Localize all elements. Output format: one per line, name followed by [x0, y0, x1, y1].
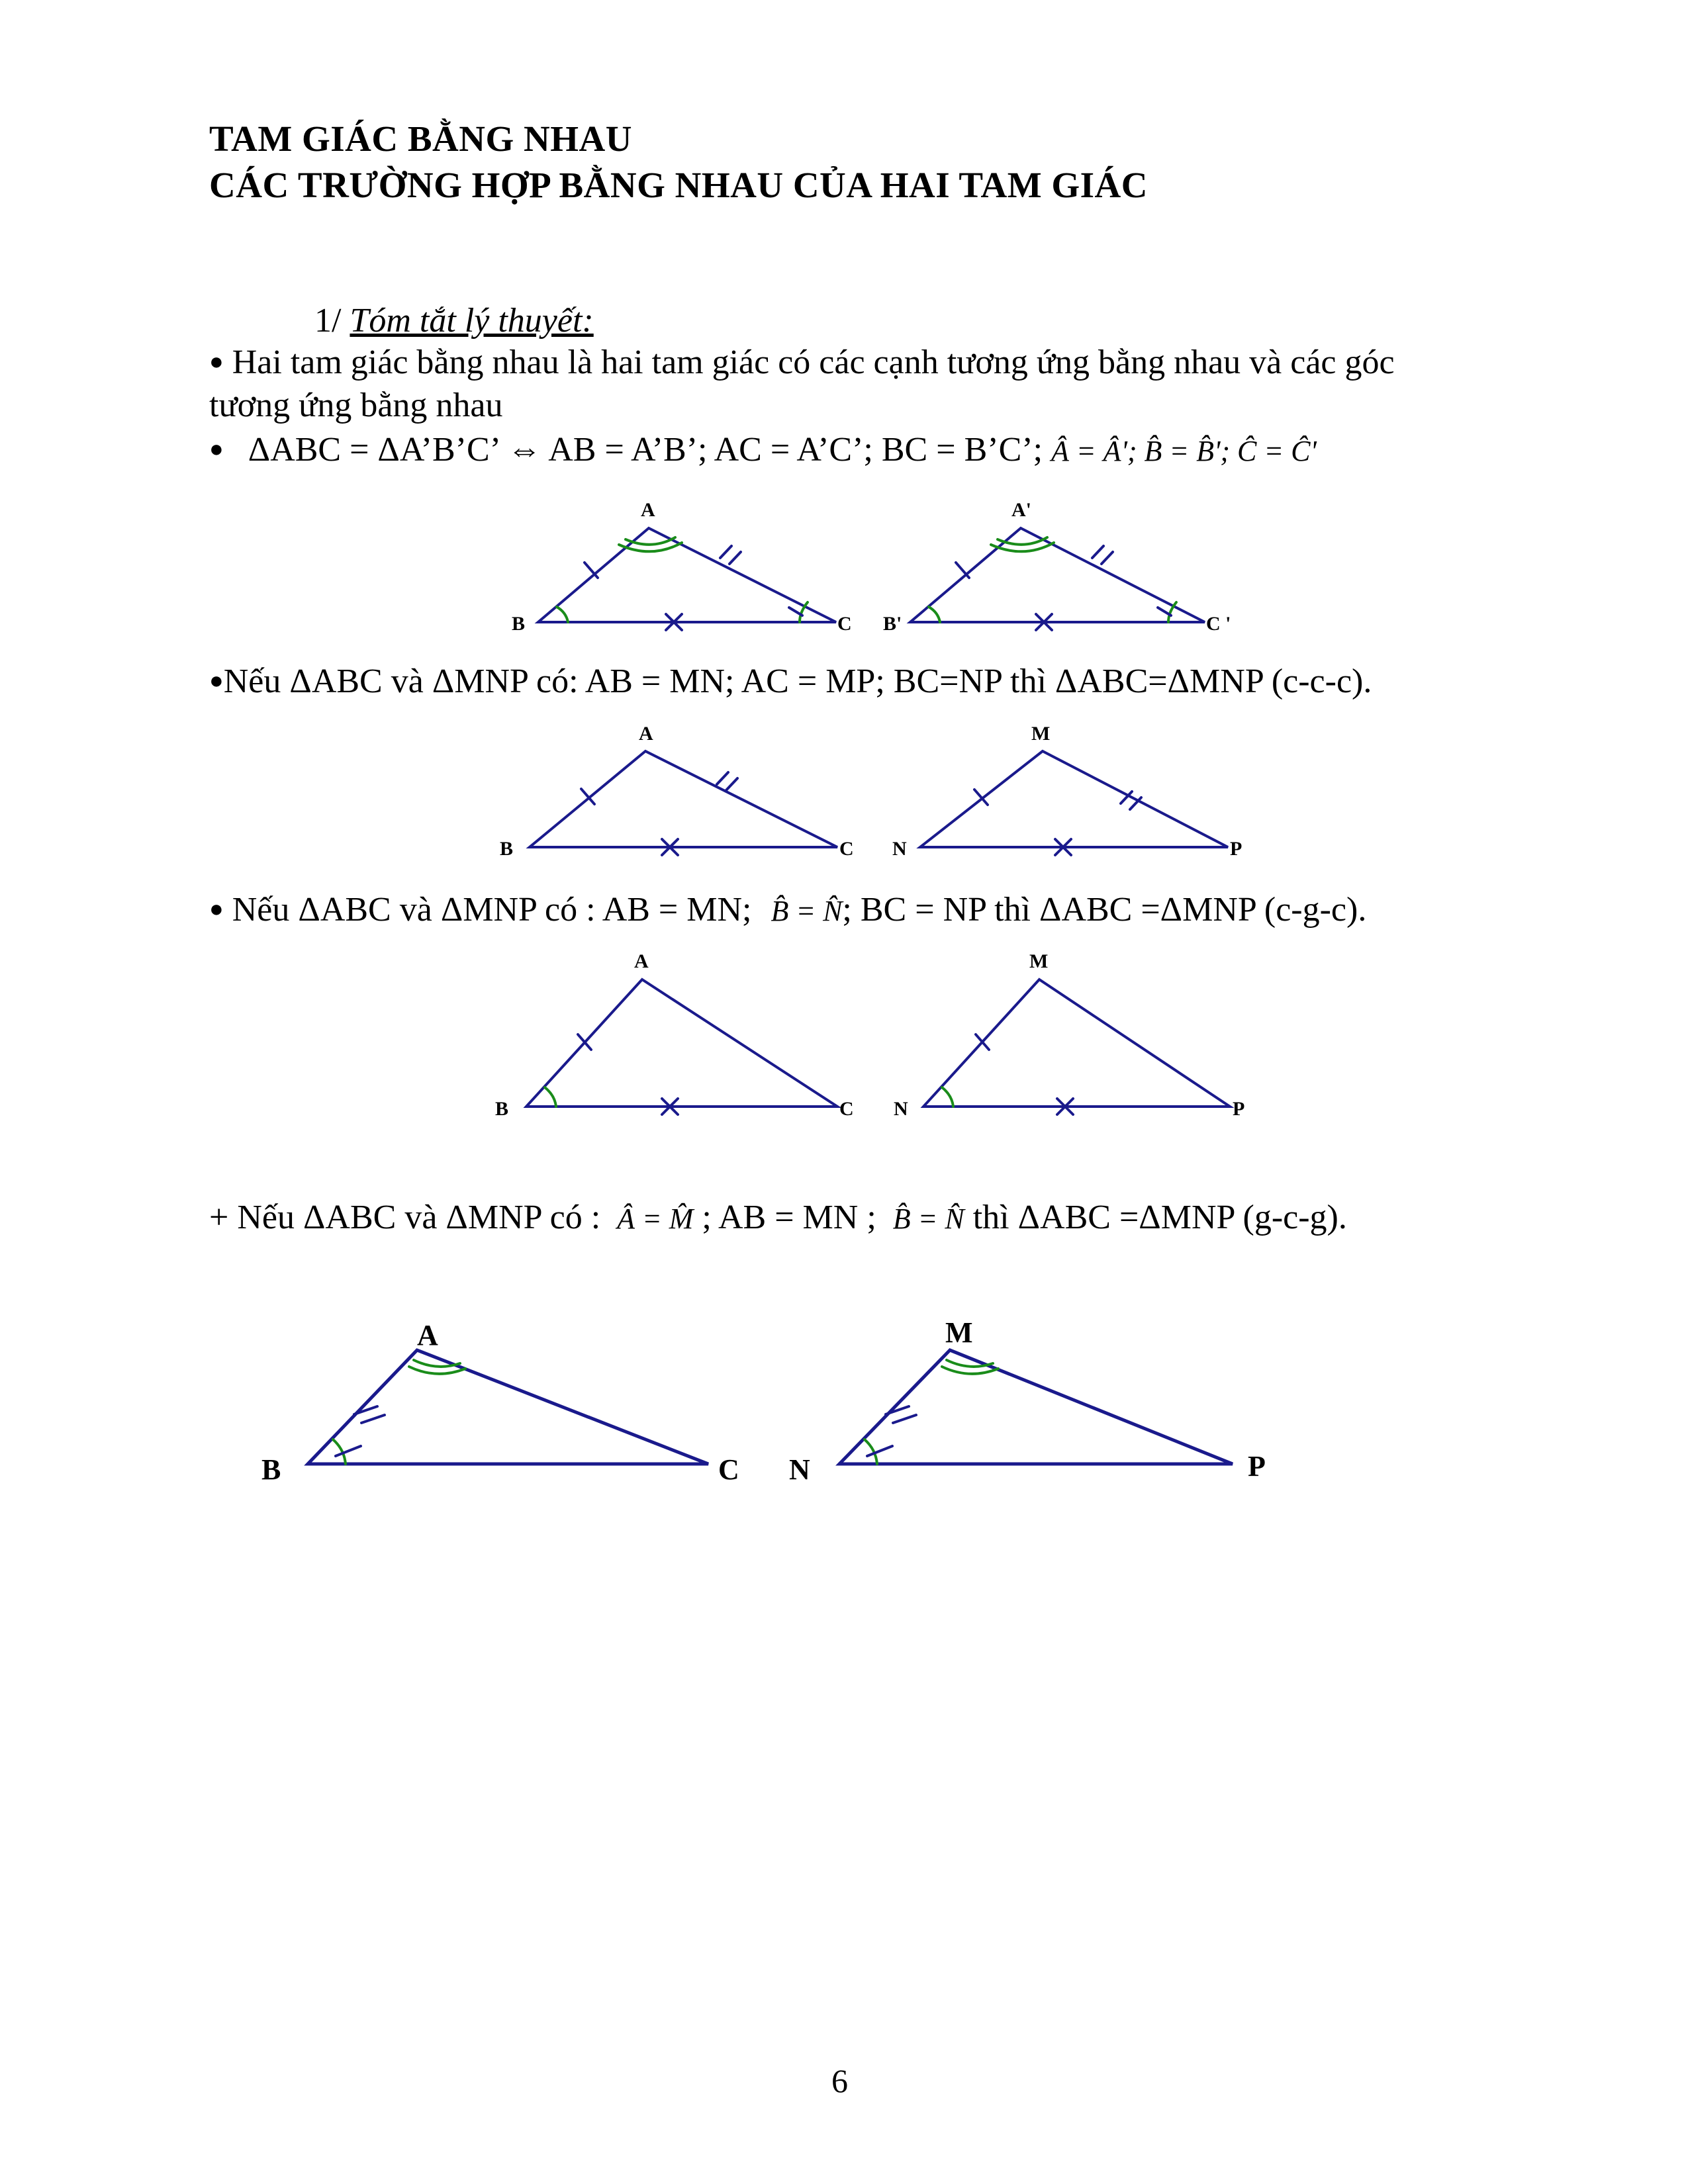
fig4-label-c: C [718, 1453, 739, 1486]
bullet-icon: ● [209, 435, 224, 462]
fig2-label-c: C [839, 838, 854, 860]
fig4-label-p: P [1248, 1450, 1266, 1482]
section-title: Tóm tắt lý thuyết: [350, 302, 594, 340]
figure-2-triangle-mnp [920, 751, 1228, 855]
bullet-icon: ● [209, 667, 224, 694]
rule-cgc-text-2: ; BC = NP thì ΔABC =ΔMNP (c-g-c). [842, 891, 1367, 929]
angle-equality: Â = Â'; B̂ = B̂'; Ĉ = Ĉ' [1051, 435, 1317, 467]
figure-2-triangle-abc [530, 751, 837, 855]
title-line-2: CÁC TRƯỜNG HỢP BẰNG NHAU CỦA HAI TAM GIÁC [209, 165, 1148, 205]
fig2-label-n: N [892, 838, 907, 860]
figure-4-triangle-mnp [839, 1350, 1233, 1464]
rule-gcg-prefix: + Nếu ΔABC và ΔMNP có : [209, 1199, 601, 1236]
figure-3-triangle-abc [526, 979, 837, 1115]
fig2-label-b: B [500, 838, 514, 860]
fig1-label-b-prime: B' [883, 613, 902, 635]
rule-gcg-suffix: thì ΔABC =ΔMNP (g-c-g). [964, 1199, 1347, 1236]
fig4-label-n: N [789, 1453, 810, 1486]
fig3-label-c: C [839, 1098, 854, 1120]
rule-cgc-text-1: Nếu ΔABC và ΔMNP có : AB = MN; [232, 891, 752, 929]
figure-4-triangle-abc [308, 1350, 708, 1464]
fig2-label-m: M [1031, 723, 1051, 745]
fig1-label-b: B [512, 613, 526, 635]
bullet-icon: ● [209, 348, 224, 375]
fig1-label-c: C [837, 613, 852, 635]
rule-gcg-middle: ; AB = MN ; [702, 1199, 876, 1236]
fig3-label-p: P [1233, 1098, 1245, 1120]
fig4-label-a: A [417, 1319, 438, 1351]
fig1-label-c-prime: C ' [1206, 613, 1231, 635]
figure-1-triangle-a-b-c-prime [910, 528, 1205, 630]
fig3-label-a: A [634, 950, 649, 972]
fig4-label-b: B [261, 1453, 281, 1486]
section-number: 1/ [314, 302, 350, 340]
fig3-label-m: M [1029, 950, 1049, 972]
bullet-icon: ● [209, 895, 224, 922]
fig3-label-n: N [894, 1098, 908, 1120]
figure-1-triangle-abc [538, 528, 836, 630]
equality-text: ΔABC = ΔA’B’C’ ⇔ AB = A’B’; AC = A’C’; BC = B’C’; [248, 431, 1043, 469]
title-line-1: TAM GIÁC BẰNG NHAU [209, 118, 632, 159]
definition-line-2: tương ứng bằng nhau [209, 387, 503, 424]
fig2-label-a: A [639, 723, 653, 745]
rule-gcg-angle-1: Â = M̂ [617, 1203, 694, 1235]
rule-ccc-text: Nếu ΔABC và ΔMNP có: AB = MN; AC = MP; BC=NP thì ΔABC=ΔMNP (c-c-c). [223, 662, 1372, 700]
definition-text-1: Hai tam giác bằng nhau là hai tam giác có các cạnh tương ứng bằng nhau và các góc [232, 343, 1395, 381]
fig3-label-b: B [495, 1098, 509, 1120]
fig2-label-p: P [1230, 838, 1243, 860]
fig4-label-m: M [945, 1316, 973, 1349]
fig1-label-a-prime: A' [1011, 499, 1031, 521]
rule-gcg-angle-2: B̂ = N̂ [892, 1203, 964, 1235]
rule-cgc-angle: B̂ = N̂ [771, 895, 843, 927]
fig1-label-a: A [641, 499, 655, 521]
figure-3-triangle-mnp [923, 979, 1230, 1115]
page-number: 6 [831, 2062, 848, 2099]
